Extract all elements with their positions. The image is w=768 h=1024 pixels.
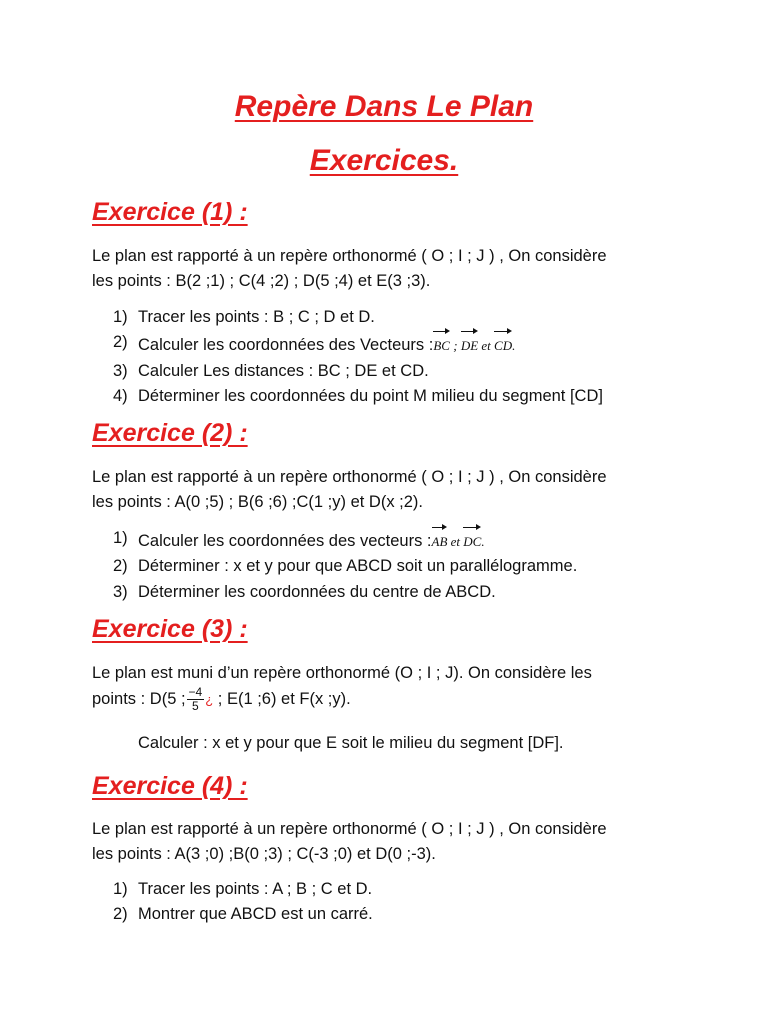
exercise-3-heading: Exercice (3) : <box>92 615 248 643</box>
exercise-1-intro <box>92 244 692 294</box>
exercise-1-question-3 <box>113 359 603 384</box>
vector-dc: DC <box>463 526 481 554</box>
exercise-2-intro-line2: les points : A(0 ;5) ; B(6 ;6) ;C(1 ;y) et D(x ;2). <box>92 493 424 511</box>
exercise-1-question-2 <box>113 330 603 358</box>
exercise-1-intro-line1: Le plan est rapporté à un repère orthonormé ( O ; I ; J ) , On considère <box>92 247 607 265</box>
exercise-2-intro <box>92 465 692 515</box>
question-number: 2) <box>113 905 128 924</box>
exercise-1-questions <box>113 305 603 409</box>
vector-cd: CD <box>494 330 512 358</box>
vector-bc: BC <box>433 330 450 358</box>
page-title: Repère Dans Le Plan <box>234 90 534 123</box>
exercise-2-question-3 <box>113 580 577 605</box>
exercise-1-question-4 <box>113 384 603 409</box>
exercise-1-intro-line2: les points : B(2 ;1) ; C(4 ;2) ; D(5 ;4) et E(3 ;3). <box>92 272 431 290</box>
exercise-2-questions <box>113 526 577 605</box>
exercise-1-heading: Exercice (1) : <box>92 198 248 226</box>
question-text: Calculer Les distances : BC ; DE et CD. <box>138 361 429 380</box>
exercise-3-intro-line2-end: ; E(1 ;6) et F(x ;y). <box>213 689 351 708</box>
vector-end: . <box>481 534 485 549</box>
question-text: Déterminer les coordonnées du point M milieu du segment [CD] <box>138 386 603 405</box>
exercise-4-intro-line2: les points : A(3 ;0) ;B(0 ;3) ; C(-3 ;0) et D(0 ;-3). <box>92 845 436 863</box>
exercise-3-intro-line2-start: points : D(5 ; <box>92 689 186 708</box>
inverted-question-mark: ¿ <box>205 691 214 707</box>
question-number: 4) <box>113 386 128 405</box>
question-number: 2) <box>113 333 128 352</box>
exercise-3-task: Calculer : x et y pour que E soit le milieu du segment [DF]. <box>138 734 564 752</box>
question-number: 1) <box>113 880 128 898</box>
vector-end: . <box>512 338 516 354</box>
question-number: 2) <box>113 557 128 576</box>
question-number: 1) <box>113 308 128 326</box>
vector-de: DE <box>461 330 478 358</box>
vector-separator: et <box>478 338 495 354</box>
exercise-1-question-1 <box>113 305 603 330</box>
exercise-4-question-1 <box>113 877 373 902</box>
question-text: Calculer les coordonnées des vecteurs : <box>138 532 432 550</box>
vector-expression <box>432 534 485 549</box>
question-text: Tracer les points : A ; B ; C et D. <box>138 880 373 898</box>
question-number: 1) <box>113 529 128 547</box>
exercise-3-intro-line1: Le plan est muni d’un repère orthonormé (O ; I ; J). On considère les <box>92 664 592 682</box>
question-text: Déterminer : x et y pour que ABCD soit un parallélogramme. <box>138 557 578 576</box>
vector-ab: AB <box>432 526 448 554</box>
fraction <box>187 686 205 713</box>
question-number: 3) <box>113 582 128 601</box>
exercise-2-question-1 <box>113 526 577 554</box>
question-text: Calculer les coordonnées des Vecteurs : <box>138 336 434 355</box>
exercise-4-questions <box>113 877 373 928</box>
exercise-4-intro-line1: Le plan est rapporté à un repère orthonormé ( O ; I ; J ) , On considère <box>92 820 607 838</box>
exercise-2-heading: Exercice (2) : <box>92 419 248 447</box>
exercise-4-heading: Exercice (4) : <box>92 772 248 800</box>
fraction-denominator: 5 <box>192 699 199 713</box>
question-text: Montrer que ABCD est un carré. <box>138 905 373 924</box>
vector-separator: ; <box>449 338 461 354</box>
exercise-2-question-2 <box>113 554 577 579</box>
question-text: Déterminer les coordonnées du centre de ABCD. <box>138 582 496 601</box>
exercise-3-intro <box>92 661 712 713</box>
exercise-2-intro-line1: Le plan est rapporté à un repère orthonormé ( O ; I ; J ) , On considère <box>92 468 607 486</box>
vector-expression <box>433 338 515 353</box>
vector-separator: et <box>447 534 464 549</box>
fraction-numerator: −4 <box>188 685 203 699</box>
question-text: Tracer les points : B ; C ; D et D. <box>138 308 375 326</box>
question-number: 3) <box>113 361 128 380</box>
exercise-4-intro <box>92 817 692 867</box>
exercise-4-question-2 <box>113 902 373 927</box>
page-subtitle: Exercices. <box>309 144 459 177</box>
